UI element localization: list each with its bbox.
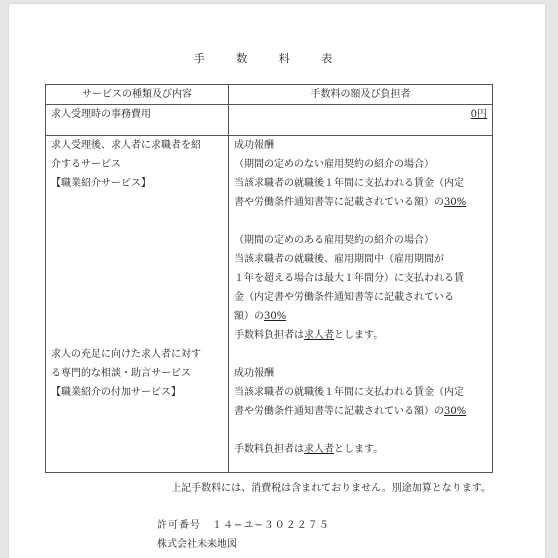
license-number: 許可番号 １４−ユ−３０２２７５	[157, 520, 330, 531]
fee-line: 当該求職者の就職後、雇用期間中（雇用期間が	[234, 254, 444, 265]
fee-payer: 手数料負担者は求人者とします。	[234, 330, 384, 341]
page-title: 手 数 料 表	[193, 52, 347, 65]
fee-amount: 0円	[470, 109, 487, 120]
fee-rate: 30%	[444, 197, 467, 208]
service-name: 求人受理時の事務費用	[51, 109, 151, 120]
spacer	[51, 193, 223, 345]
service-line: 求人の充足に向けた求人者に対す	[51, 349, 201, 360]
service-line: 介するサービス	[51, 159, 121, 170]
fee-rate: 30%	[264, 311, 287, 322]
fee-line: 金（内定書や労働条件通知書等に記載されている	[234, 292, 454, 303]
fee-cell	[229, 105, 493, 136]
fee-line: 当該求職者の就職後１年間に支払われる賃金（内定	[234, 178, 464, 189]
service-line: 【職業紹介の付加サービス】	[51, 387, 181, 398]
company-name: 株式会社未来地図	[157, 539, 237, 550]
fee-line: １年を超える場合は最大１年間分）に支払われる賃	[234, 273, 464, 284]
header-service: サービスの種類及び内容	[46, 85, 229, 105]
fee-line: 当該求職者の就職後１年間に支払われる賃金（内定	[234, 387, 464, 398]
header-fee: 手数料の額及び負担者	[229, 85, 493, 105]
fee-heading: 成功報酬	[234, 140, 274, 151]
fee-rate: 30%	[444, 406, 467, 417]
fee-line: 額）の30%	[234, 311, 287, 322]
fee-payer: 手数料負担者は求人者とします。	[234, 444, 384, 455]
tax-note: 上記手数料には、消費税は含まれておりません。別途加算となります。	[171, 483, 491, 494]
service-line: る専門的な相談・助言サービス	[51, 368, 191, 379]
table-row	[46, 136, 493, 473]
service-line: 求人受理後、求人者に求職者を紹	[51, 140, 201, 151]
fee-line: 書や労働条件通知書等に記載されている額）の30%	[234, 197, 467, 208]
fee-line: 書や労働条件通知書等に記載されている額）の30%	[234, 406, 467, 417]
service-cell	[46, 136, 229, 473]
fee-case-label: （期間の定めのない雇用契約の紹介の場合）	[234, 159, 434, 170]
table-row	[46, 105, 493, 136]
fee-cell	[229, 136, 493, 473]
service-cell	[46, 105, 229, 136]
service-line: 【職業紹介サービス】	[51, 178, 151, 189]
fee-heading: 成功報酬	[234, 368, 274, 379]
fee-case-label: （期間の定めのある雇用契約の紹介の場合）	[234, 235, 434, 246]
fee-table	[45, 84, 493, 473]
